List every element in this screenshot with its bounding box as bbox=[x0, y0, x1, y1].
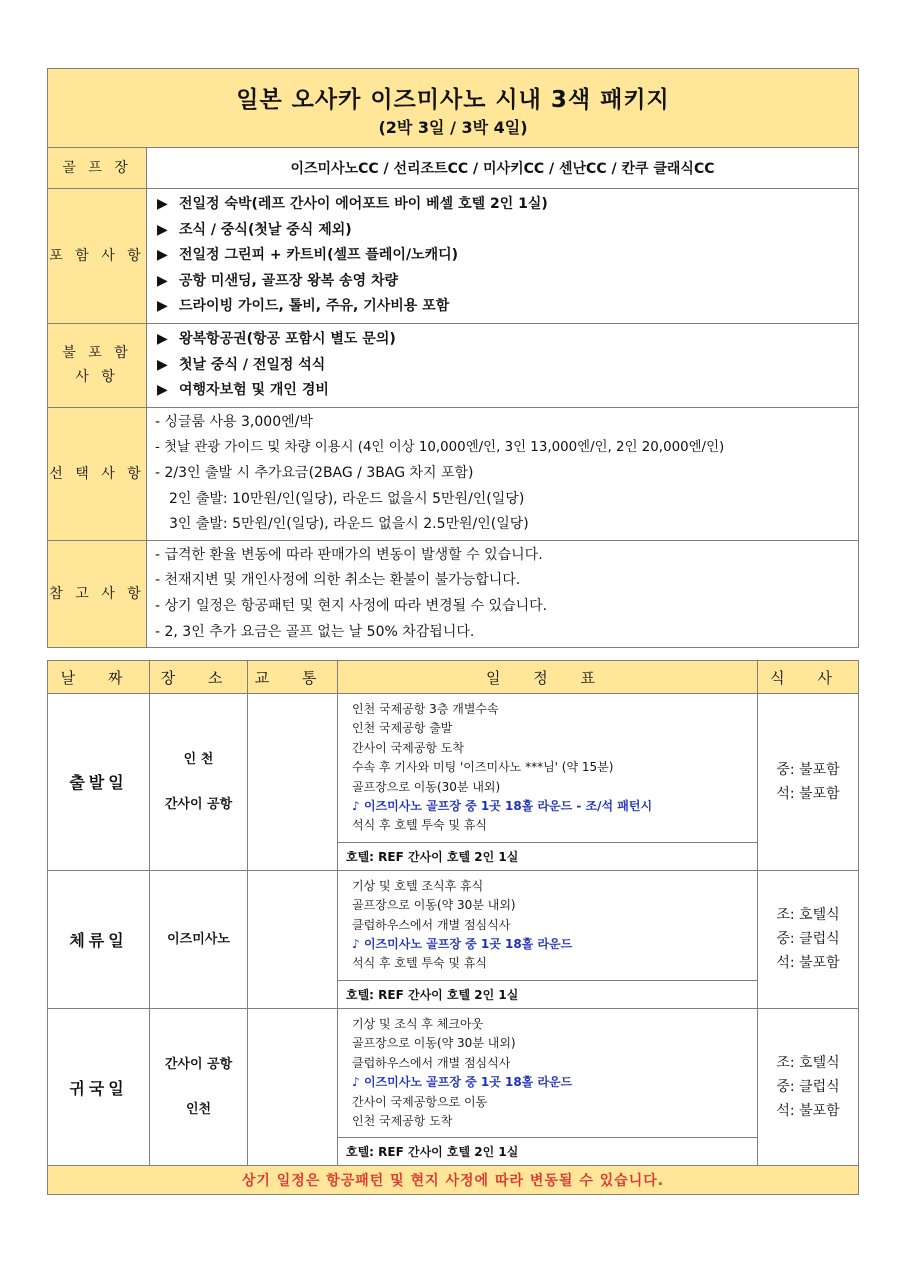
list-item: ▶ 여행자보험 및 개인 경비 bbox=[157, 378, 848, 404]
itinerary-table bbox=[47, 660, 859, 1195]
transport-cell bbox=[248, 694, 338, 871]
triangle-right-icon: ▶ bbox=[157, 382, 168, 399]
meal-cell: 조: 호텔식 중: 클럽식 석: 불포함 bbox=[758, 1008, 859, 1165]
day-label: 귀국일 bbox=[48, 1008, 150, 1165]
list-item: ▶ 왕복항공권(항공 포함시 별도 문의) bbox=[157, 327, 848, 353]
place-cell: 간사이 공항 인천 bbox=[150, 1008, 248, 1165]
options-label: 선 택 사 항 bbox=[48, 407, 147, 540]
triangle-right-icon: ▶ bbox=[157, 330, 168, 347]
golf-round-line: ♪ 이즈미사노 골프장 중 1곳 18홀 라운드 bbox=[352, 1073, 757, 1092]
notes-label: 참 고 사 항 bbox=[48, 540, 147, 647]
list-item: 3인 출발: 5만원/인(일당), 라운드 없을시 2.5만원/인(일당) bbox=[169, 516, 529, 533]
list-item: - 상기 일정은 항공패턴 및 현지 사정에 따라 변경될 수 있습니다. bbox=[155, 597, 548, 614]
includes-label: 포 함 사 항 bbox=[48, 189, 147, 324]
hotel-cell: 호텔: REF 간사이 호텔 2인 1실 bbox=[338, 1138, 758, 1166]
place-cell: 인 천 간사이 공항 bbox=[150, 694, 248, 871]
itinerary-header-row bbox=[48, 661, 859, 694]
header-plan: 일 정 표 bbox=[338, 661, 758, 694]
package-info-table bbox=[47, 68, 859, 648]
list-item: - 천재지변 및 개인사정에 의한 취소는 환불이 불가능합니다. bbox=[155, 572, 521, 589]
meal-cell: 조: 호텔식 중: 클럽식 석: 불포함 bbox=[758, 870, 859, 1008]
day-label: 출발일 bbox=[48, 694, 150, 871]
notes-list bbox=[147, 540, 859, 647]
title-cell bbox=[48, 69, 859, 148]
plan-cell: 인천 국제공항 3층 개별수속 인천 국제공항 출발 간사이 국제공항 도착 수속 후 기사와 미팅 '이즈미사노 ***님' (약 15분) 골프장으로 이동(30분 내외) ♪ 이즈미사노 골프장 중 1곳 18홀 라운드 - 조/석 패턴시 석식 후 호텔 투숙 및 휴식 bbox=[338, 694, 758, 843]
page-subtitle: (2박 3일 / 3박 4일) bbox=[378, 118, 528, 137]
list-item: ▶ 공항 미샌딩, 골프장 왕복 송영 차량 bbox=[157, 269, 848, 295]
list-item: ▶ 첫날 중식 / 전일정 석식 bbox=[157, 353, 848, 379]
triangle-right-icon: ▶ bbox=[157, 272, 168, 289]
page-title: 일본 오사카 이즈미사노 시내 3색 패키지 bbox=[236, 87, 670, 113]
golf-label: 골 프 장 bbox=[48, 148, 147, 189]
triangle-right-icon: ▶ bbox=[157, 196, 168, 212]
list-item: - 2/3인 출발 시 추가요금(2BAG / 3BAG 차지 포함) bbox=[155, 464, 474, 481]
list-item: ▶ 드라이빙 가이드, 톨비, 주유, 기사비용 포함 bbox=[157, 294, 848, 320]
table-row bbox=[48, 1008, 859, 1137]
excludes-label: 불 포 함 사 항 bbox=[48, 323, 147, 407]
triangle-right-icon: ▶ bbox=[157, 221, 168, 238]
itinerary-footer-row bbox=[48, 1166, 859, 1195]
table-row bbox=[48, 694, 859, 843]
includes-list bbox=[147, 189, 859, 324]
header-transport: 교 통 bbox=[248, 661, 338, 694]
golf-round-line: ♪ 이즈미사노 골프장 중 1곳 18홀 라운드 - 조/석 패턴시 bbox=[352, 797, 757, 816]
plan-cell: 기상 및 조식 후 체크아웃 골프장으로 이동(약 30분 내외) 클럽하우스에서 개별 점심식사 ♪ 이즈미사노 골프장 중 1곳 18홀 라운드 간사이 국제공항으로 이동 인천 국제공항 도착 bbox=[338, 1008, 758, 1137]
music-note-icon: ♪ bbox=[352, 1075, 360, 1090]
triangle-right-icon: ▶ bbox=[157, 356, 168, 373]
music-note-icon: ♪ bbox=[352, 937, 360, 952]
transport-cell bbox=[248, 1008, 338, 1165]
header-meal: 식 사 bbox=[758, 661, 859, 694]
excludes-list bbox=[147, 323, 859, 407]
list-item: ▶ 전일정 그린피 + 카트비(셀프 플레이/노캐디) bbox=[157, 243, 848, 269]
hotel-cell: 호텔: REF 간사이 호텔 2인 1실 bbox=[338, 842, 758, 870]
list-item: ▶ 전일정 숙박(레프 간사이 에어포트 바이 베셀 호텔 2인 1실) bbox=[157, 192, 848, 218]
place-cell: 이즈미사노 bbox=[150, 870, 248, 1008]
triangle-right-icon: ▶ bbox=[157, 298, 168, 315]
options-list bbox=[147, 407, 859, 540]
golf-courses: 이즈미사노CC / 선리조트CC / 미사키CC / 센난CC / 칸쿠 클래식CC bbox=[147, 148, 859, 189]
list-item: - 2, 3인 추가 요금은 골프 없는 날 50% 차감됩니다. bbox=[155, 623, 475, 640]
plan-cell: 기상 및 호텔 조식후 휴식 골프장으로 이동(약 30분 내외) 클럽하우스에서 개별 점심식사 ♪ 이즈미사노 골프장 중 1곳 18홀 라운드 석식 후 호텔 투숙 및 휴식 bbox=[338, 870, 758, 980]
meal-cell: 중: 불포함 석: 불포함 bbox=[758, 694, 859, 871]
list-item: - 급격한 환율 변동에 따라 판매가의 변동이 발생할 수 있습니다. bbox=[155, 546, 543, 563]
music-note-icon: ♪ bbox=[352, 799, 360, 814]
disclaimer-footer: 상기 일정은 항공패턴 및 현지 사정에 따라 변동될 수 있습니다. bbox=[48, 1166, 859, 1195]
transport-cell bbox=[248, 870, 338, 1008]
hotel-cell: 호텔: REF 간사이 호텔 2인 1실 bbox=[338, 980, 758, 1008]
day-label: 체류일 bbox=[48, 870, 150, 1008]
header-date: 날 짜 bbox=[48, 661, 150, 694]
list-item: - 싱글룸 사용 3,000엔/박 bbox=[155, 413, 313, 430]
table-row bbox=[48, 870, 859, 980]
triangle-right-icon: ▶ bbox=[157, 247, 168, 264]
list-item: - 첫날 관광 가이드 및 차량 이용시 (4인 이상 10,000엔/인, 3인 13,000엔/인, 2인 20,000엔/인) bbox=[155, 440, 725, 456]
list-item: ▶ 조식 / 중식(첫날 중식 제외) bbox=[157, 218, 848, 244]
golf-round-line: ♪ 이즈미사노 골프장 중 1곳 18홀 라운드 bbox=[352, 935, 757, 954]
list-item: 2인 출발: 10만원/인(일당), 라운드 없을시 5만원/인(일당) bbox=[169, 490, 525, 507]
header-place: 장 소 bbox=[150, 661, 248, 694]
